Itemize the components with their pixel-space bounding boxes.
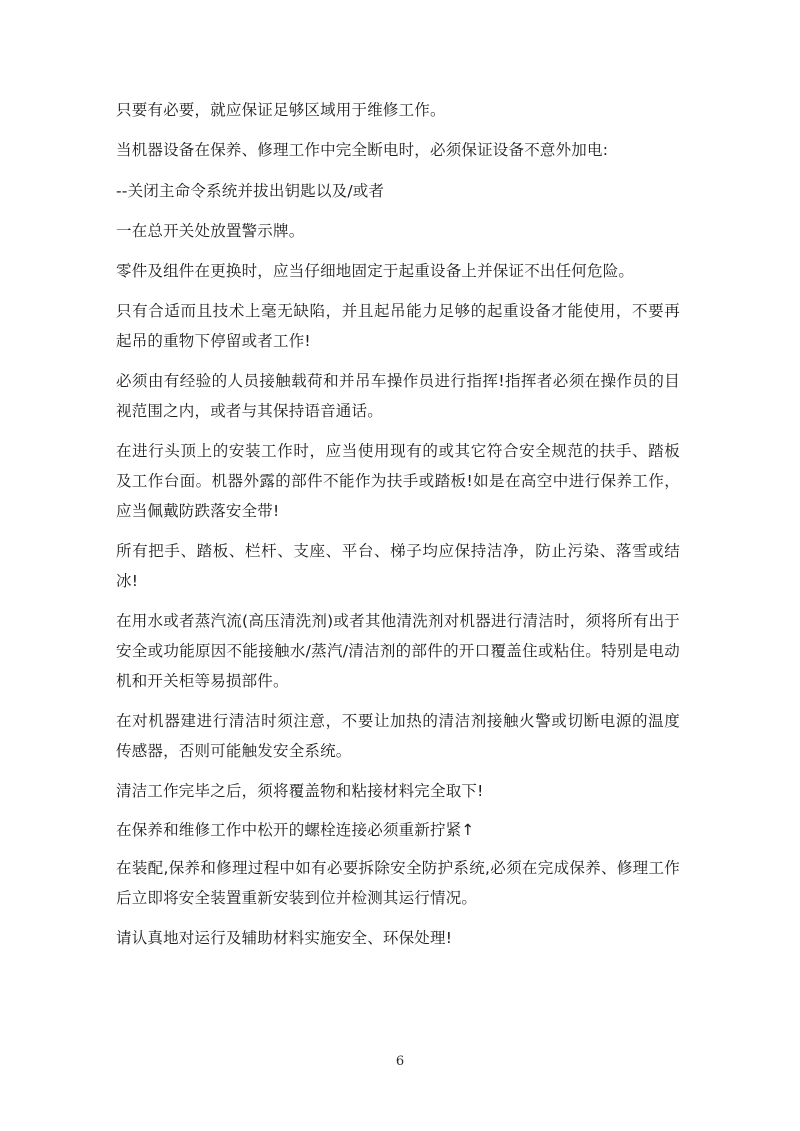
paragraph: --关闭主命令系统并拔出钥匙以及/或者 [116,181,385,200]
paragraph: 只有合适而且技术上毫无缺陷，并且起吊能力足够的起重设备才能使用，不要再起吊的重物下停留或者工作! [116,302,680,350]
paragraph: 在保养和维修工作中松开的螺栓连接必须重新拧紧↑ [116,820,475,839]
paragraph: 在装配,保养和修理过程中如有必要拆除安全防护系统,必须在完成保养、修理工作后立即将安全装置重新安装到位并检测其运行情况。 [116,859,680,907]
paragraph: 只要有必要，就应保证足够区域用于维修工作。 [116,101,446,119]
document-body [116,96,680,954]
paragraph: 必须由有经验的人员接触载荷和并吊车操作员进行指挥!指挥者必须在操作员的目视范围之内，或者与其保持语音通话。 [116,372,680,420]
page-number: 6 [395,1054,405,1069]
paragraph: 在用水或者蒸汽流(高压清洗剂)或者其他清洗剂对机器进行清洁时，须将所有出于安全或功能原因不能接触水/蒸汽/清洁剂的部件的开口覆盖住或粘住。特别是电动机和开关柜等易损部件。 [116,612,680,690]
paragraph: 当机器设备在保养、修理工作中完全断电时，必须保证设备不意外加电: [116,141,609,160]
paragraph: 请认真地对运行及辅助材料实施安全、环保处理! [116,929,453,948]
paragraph: 零件及组件在更换时，应当仔细地固定于起重设备上并保证不出任何危险。 [116,262,635,280]
paragraph: 在进行头顶上的安装工作时，应当使用现有的或其它符合安全规范的扶手、踏板及工作台面。机器外露的部件不能作为扶手或踏板!如是在高空中进行保养工作，应当佩戴防跌落安全带! [116,442,680,520]
paragraph: 一在总开关处放置警示牌。 [116,221,305,240]
paragraph: 清洁工作完毕之后，须将覆盖物和粘接材料完全取下! [116,781,484,800]
paragraph: 所有把手、踏板、栏杆、支座、平台、梯子均应保持洁净，防止污染、落雪或结冰! [116,542,680,590]
paragraph: 在对机器建进行清洁时须注意，不要让加热的清洁剂接触火警或切断电源的温度传感器，否则可能触发安全系统。 [116,711,680,760]
